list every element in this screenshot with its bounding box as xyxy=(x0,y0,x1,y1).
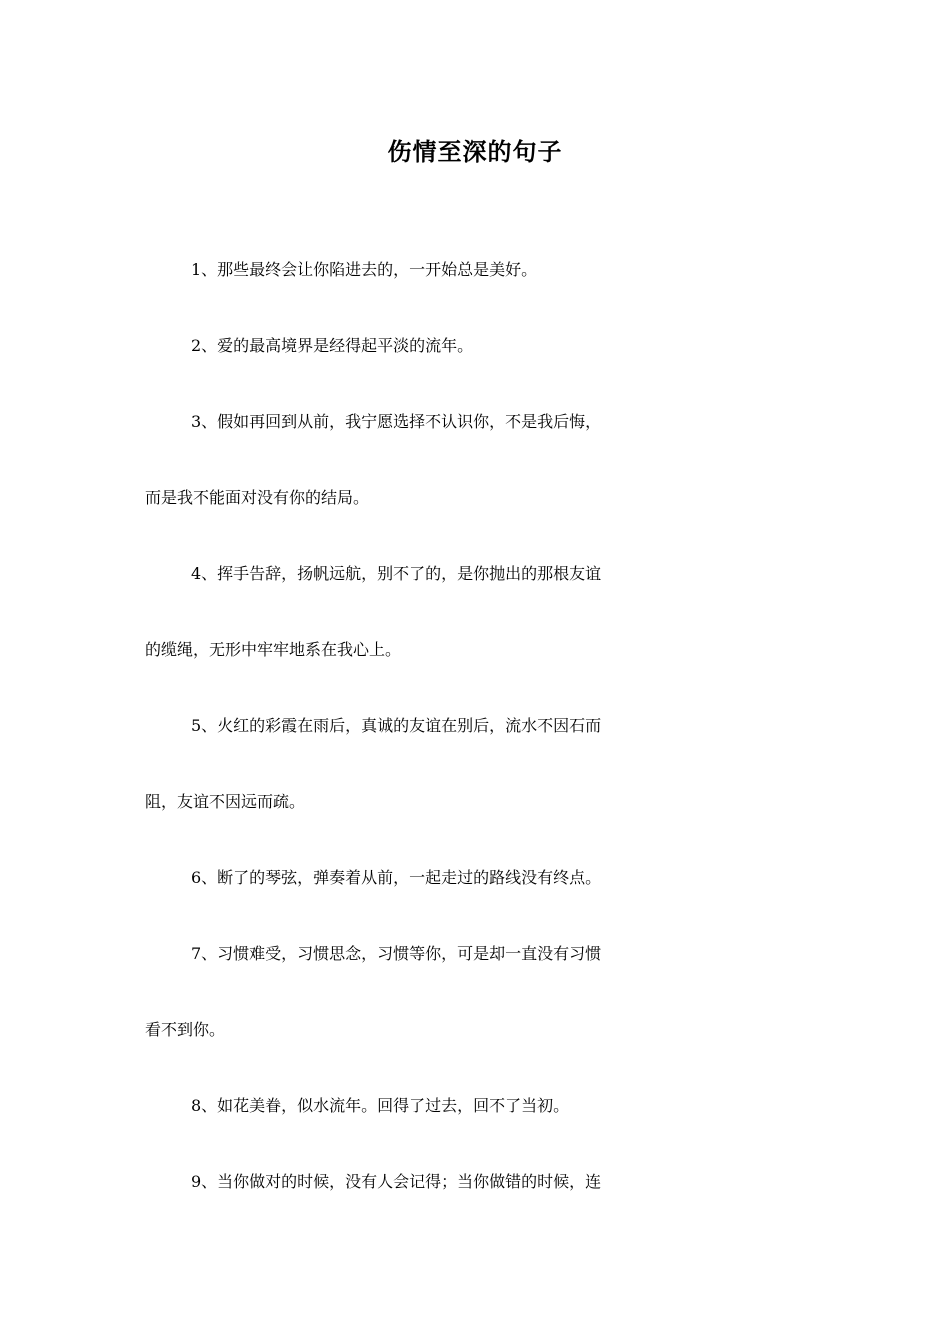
text-line: 3、假如再回到从前，我宁愿选择不认识你，不是我后悔， xyxy=(191,412,602,431)
text-line: 9、当你做对的时候，没有人会记得；当你做错的时候，连 xyxy=(191,1172,602,1191)
text-line: 4、挥手告辞，扬帆远航，别不了的，是你抛出的那根友谊 xyxy=(191,564,602,583)
text-line: 5、火红的彩霞在雨后，真诚的友谊在别后，流水不因石而 xyxy=(191,716,602,735)
text-line: 而是我不能面对没有你的结局。 xyxy=(145,488,370,507)
text-line: 7、习惯难受，习惯思念，习惯等你，可是却一直没有习惯 xyxy=(191,944,602,963)
text-line: 看不到你。 xyxy=(145,1020,226,1039)
document-body xyxy=(145,257,810,1245)
text-line: 6、断了的琴弦，弹奏着从前，一起走过的路线没有终点。 xyxy=(191,868,602,887)
text-line: 2、爱的最高境界是经得起平淡的流年。 xyxy=(191,336,474,355)
text-line: 的缆绳，无形中牢牢地系在我心上。 xyxy=(145,640,402,659)
text-line: 阻，友谊不因远而疏。 xyxy=(145,792,306,811)
text-line: 8、如花美眷，似水流年。回得了过去，回不了当初。 xyxy=(191,1096,570,1115)
text-line: 1、那些最终会让你陷进去的，一开始总是美好。 xyxy=(191,260,538,279)
document-title: 伤情至深的句子 xyxy=(387,138,563,166)
